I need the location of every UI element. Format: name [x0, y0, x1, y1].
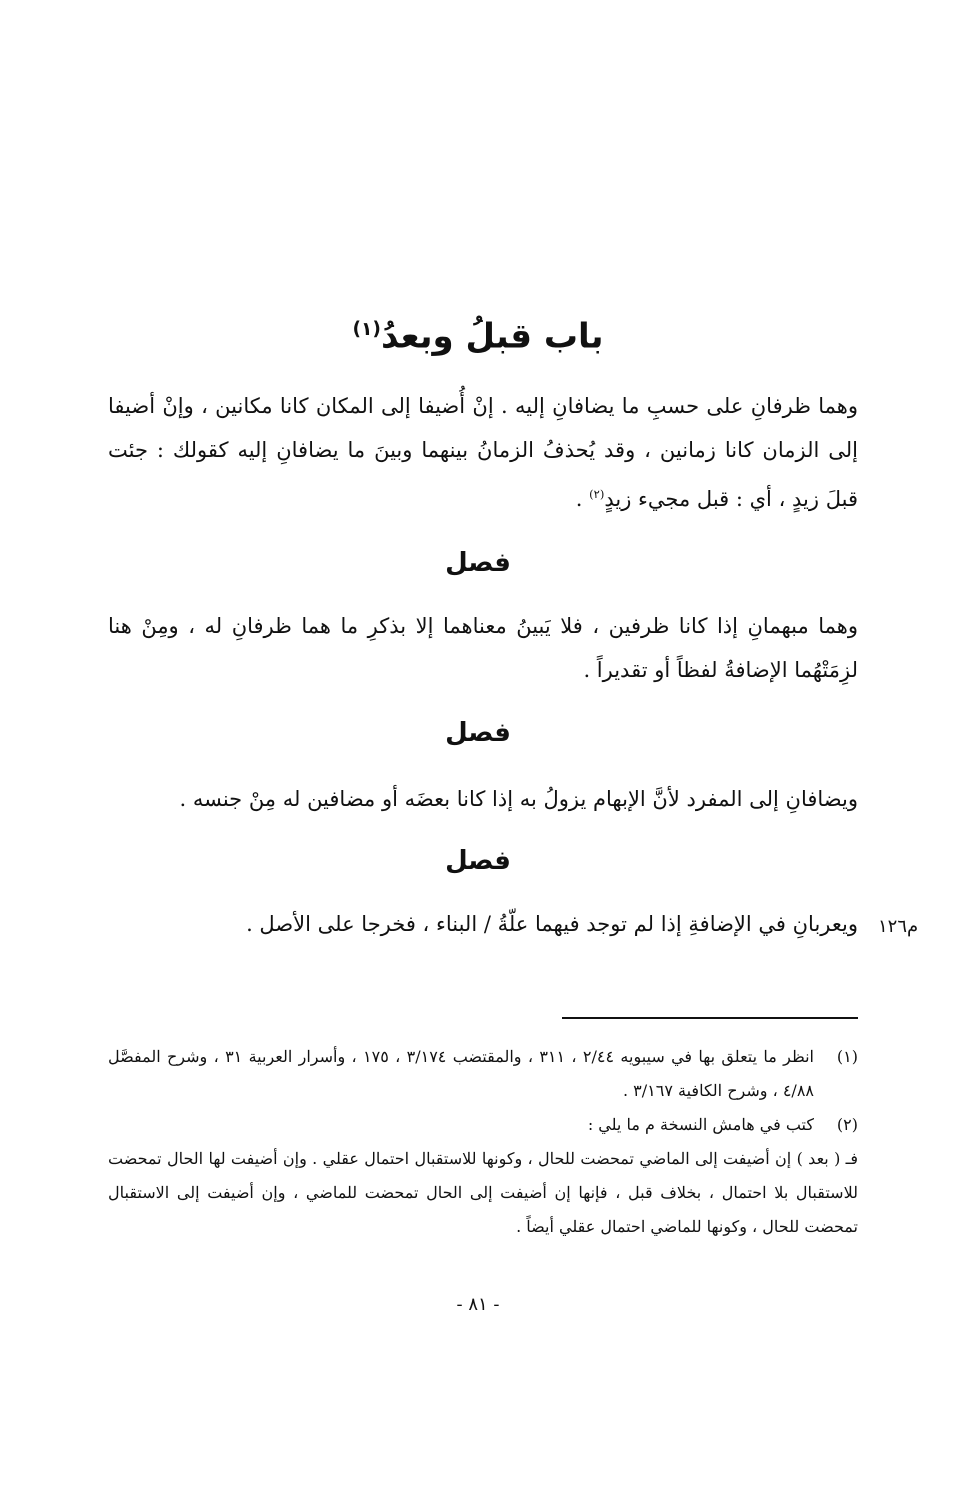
footnote-2: [108, 1108, 858, 1142]
page-number: - ٨١ -: [456, 1294, 500, 1315]
manuscript-folio-reference: م١٢٦: [878, 916, 919, 937]
section-heading-2: فصل: [445, 718, 511, 748]
paragraph-1-text: وهما ظرفانِ على حسبِ ما يضافانِ إليه . إنْ أُضيفا إلى المكان كانا مكانين ، وإنْ أضيفا إلى الزمان كانا زمانين ، وقد يُحذفُ الزمانُ بينهما وبينَ ما يضافانِ إليه كقولك : جئت قبلَ زيدٍ ، أي : قبل مجيء زيدٍ: [108, 394, 858, 511]
footnote-1: [108, 1040, 858, 1108]
footnotes: [108, 1040, 858, 1244]
footnote-2-intro: كتب في هامش النسخة م ما يلي :: [587, 1115, 814, 1134]
paragraph-1-footnote-ref: (٢): [589, 487, 605, 501]
section-heading-3: فصل: [445, 846, 511, 876]
chapter-title: [0, 300, 956, 366]
footnote-separator: [562, 1017, 858, 1019]
paragraph-2: وهما مبهمانِ إذا كانا ظرفين ، فلا يَبينُ معناهما إلا بذكرِ ما هما ظرفانِ له ، ومِنْ هنا لزِمَتْهُما الإضافةُ لفظاً أو تقديراً .: [108, 614, 858, 682]
chapter-title-footnote-ref: (١): [352, 319, 381, 340]
footnote-1-number: (١): [836, 1047, 858, 1066]
footnote-1-text: انظر ما يتعلق بها في سيبويه ٢/٤٤ ، ٣١١ ، والمقتضب ٣/١٧٤ ، ١٧٥ ، وأسرار العربية ٣١ ، وشرح المفصَّل ٤/٨٨ ، وشرح الكافية ٣/١٦٧ .: [108, 1047, 815, 1100]
chapter-title-text: باب قبلُ وبعدُ: [380, 316, 604, 357]
paragraph-3: ويضافانِ إلى المفرد لأنَّ الإبهام يزولُ به إذا كانا بعضَه أو مضافين له مِنْ جنسه .: [179, 787, 858, 811]
footnote-2-quoted-text: فـ ( بعد ) إن أضيفت إلى الماضي تمحضت للحال ، وكونها للاستقبال احتمال عقلي . وإن أضيفت لها الحال تمحضت للاستقبال بلا احتمال ، بخلاف قبل ، فإنها إن أضيفت إلى الحال تمحضت للماضي ، وإن أضيفت إلى الاستقبال تمحضت للحال ، وكونها للماضي احتمال عقلي أيضاً .: [108, 1149, 858, 1236]
paragraph-1: [108, 384, 858, 521]
paragraph-1-end: .: [575, 487, 590, 511]
paragraph-4: ويعربانِ في الإضافةِ إذا لم توجد فيهما علّةُ / البناء ، فخرجا على الأصل .: [246, 912, 858, 936]
footnote-2-number: (٢): [836, 1115, 858, 1134]
section-heading-1: فصل: [445, 548, 511, 578]
